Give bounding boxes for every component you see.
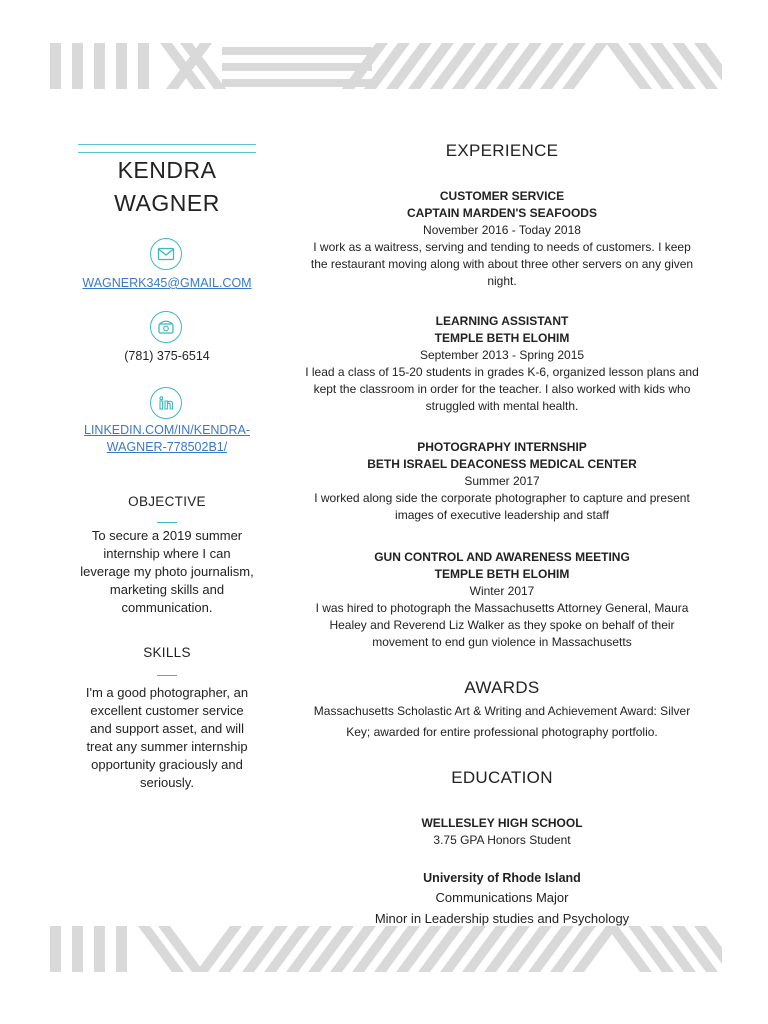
objective-heading: OBJECTIVE [128, 494, 206, 509]
objective-text: To secure a 2019 summer internship where I can leverage my photo journalism, marketing skills and communication. [80, 528, 254, 615]
school-detail: 3.75 GPA Honors Student [433, 833, 571, 847]
first-name: KENDRA [117, 157, 217, 183]
phone-icon [150, 311, 182, 343]
experience-dates: Winter 2017 [469, 584, 535, 598]
skills-divider [157, 675, 177, 676]
experience-dates: Summer 2017 [464, 474, 540, 488]
email-link[interactable]: WAGNERK345@GMAIL.COM [82, 276, 252, 290]
experience-role: CUSTOMER SERVICE [439, 189, 565, 203]
awards-text: Massachusetts Scholastic Art & Writing and Achievement Award: Silver Key; awarded for entire professional photography portfolio. [313, 704, 691, 739]
education-heading: EDUCATION [451, 768, 553, 787]
experience-role: LEARNING ASSISTANT [435, 314, 569, 328]
experience-description: I was hired to photograph the Massachusetts Attorney General, Maura Healey and Reverend Liz Walker as they spoke on behalf of their movement to end gun violence in Massachusetts [315, 601, 689, 649]
linkedin-link-line1[interactable]: LINKEDIN.COM/IN/KENDRA- [84, 423, 250, 437]
name-divider [78, 144, 256, 153]
linkedin-icon [150, 387, 182, 419]
awards-heading: AWARDS [464, 678, 540, 697]
education-item [304, 870, 700, 929]
experience-org: TEMPLE BETH ELOHIM [434, 567, 570, 581]
experience-item [304, 313, 700, 415]
experience-dates: September 2013 - Spring 2015 [419, 348, 585, 362]
school-name: WELLESLEY HIGH SCHOOL [421, 816, 583, 830]
email-icon [150, 238, 182, 270]
experience-item [304, 439, 700, 524]
objective-divider [157, 522, 177, 523]
last-name: WAGNER [114, 190, 220, 216]
decorative-banner-top [46, 43, 722, 89]
skills-heading: SKILLS [143, 645, 191, 660]
experience-item [304, 549, 700, 651]
linkedin-link-line2[interactable]: WAGNER-778502B1/ [106, 440, 228, 454]
experience-org: BETH ISRAEL DEACONESS MEDICAL CENTER [367, 457, 637, 471]
school-detail: Minor in Leadership studies and Psychology [374, 911, 630, 926]
experience-item [304, 188, 700, 290]
experience-description: I work as a waitress, serving and tending to needs of customers. I keep the restaurant moving along with about three other servers on any given night. [310, 240, 694, 288]
experience-description: I lead a class of 15-20 students in grades K-6, organized lesson plans and kept the classroom in order for the teacher. I also worked with kids who struggled with mental health. [305, 365, 699, 413]
experience-org: TEMPLE BETH ELOHIM [434, 331, 570, 345]
experience-description: I worked along side the corporate photographer to capture and present images of executive leadership and staff [314, 491, 690, 522]
experience-role: GUN CONTROL AND AWARENESS MEETING [374, 550, 630, 564]
candidate-name [78, 154, 256, 220]
experience-org: CAPTAIN MARDEN'S SEAFOODS [407, 206, 597, 220]
experience-heading: EXPERIENCE [445, 141, 559, 160]
decorative-banner-bottom [46, 926, 722, 972]
school-detail: Communications Major [435, 890, 569, 905]
school-name: University of Rhode Island [423, 871, 581, 885]
experience-role: PHOTOGRAPHY INTERNSHIP [417, 440, 587, 454]
experience-dates: November 2016 - Today 2018 [423, 223, 581, 237]
linkedin-link[interactable] [78, 422, 256, 456]
education-item [304, 815, 700, 849]
skills-text: I'm a good photographer, an excellent customer service and support asset, and will treat any summer internship opportunity graciously and seriously. [85, 685, 249, 790]
phone-number: (781) 375-6514 [124, 349, 210, 363]
